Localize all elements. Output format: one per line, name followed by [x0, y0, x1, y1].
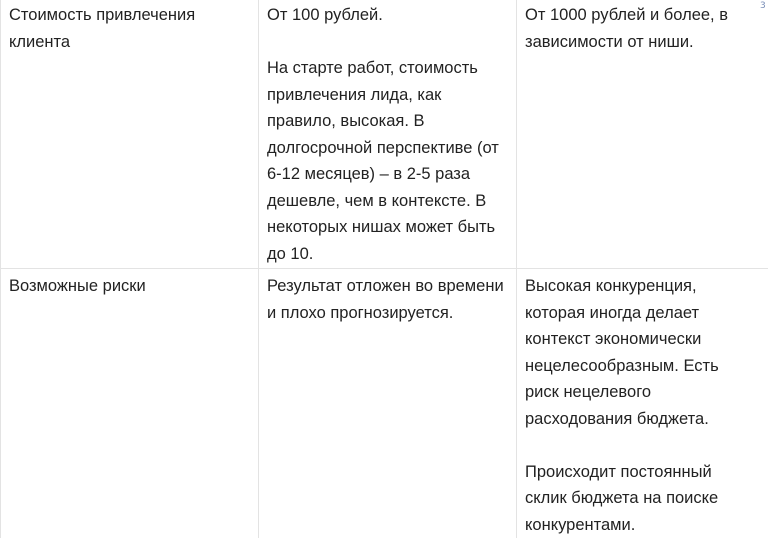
cell-text: Результат отложен во времени и плохо прогнозируется. [267, 277, 504, 322]
table-row-2-label [0, 273, 258, 300]
table-row-2-col3 [516, 273, 758, 538]
table-row-2-col2 [258, 273, 516, 326]
cell-text: Высокая конкуренция, которая иногда делает контекст экономически нецелесообразным. Есть риск нецелевого расходования бюджета. [525, 277, 719, 428]
row-divider [0, 268, 768, 269]
cell-text: Происходит постоянный склик бюджета на поиске конкурентами. [525, 462, 719, 534]
table-row-1-col3 [516, 2, 758, 55]
cell-text: Стоимость привлечения клиента [9, 6, 196, 51]
table-row-1-label [0, 2, 258, 55]
cell-text: Возможные риски [9, 277, 146, 295]
cell-text: От 100 рублей. [267, 6, 383, 24]
edge-fragment: 3 [760, 1, 766, 11]
cell-text: От 1000 рублей и более, в зависимости от ниши. [525, 6, 728, 51]
cell-text: На старте работ, стоимость привлечения лида, как правило, высокая. В долгосрочной перспективе (от 6-12 месяцев) – в 2-5 раза дешевле, чем в контексте. В некоторых нишах может быть до 10. [267, 59, 499, 263]
table-border-left [0, 0, 1, 538]
table-row-1-col2 [258, 2, 516, 267]
